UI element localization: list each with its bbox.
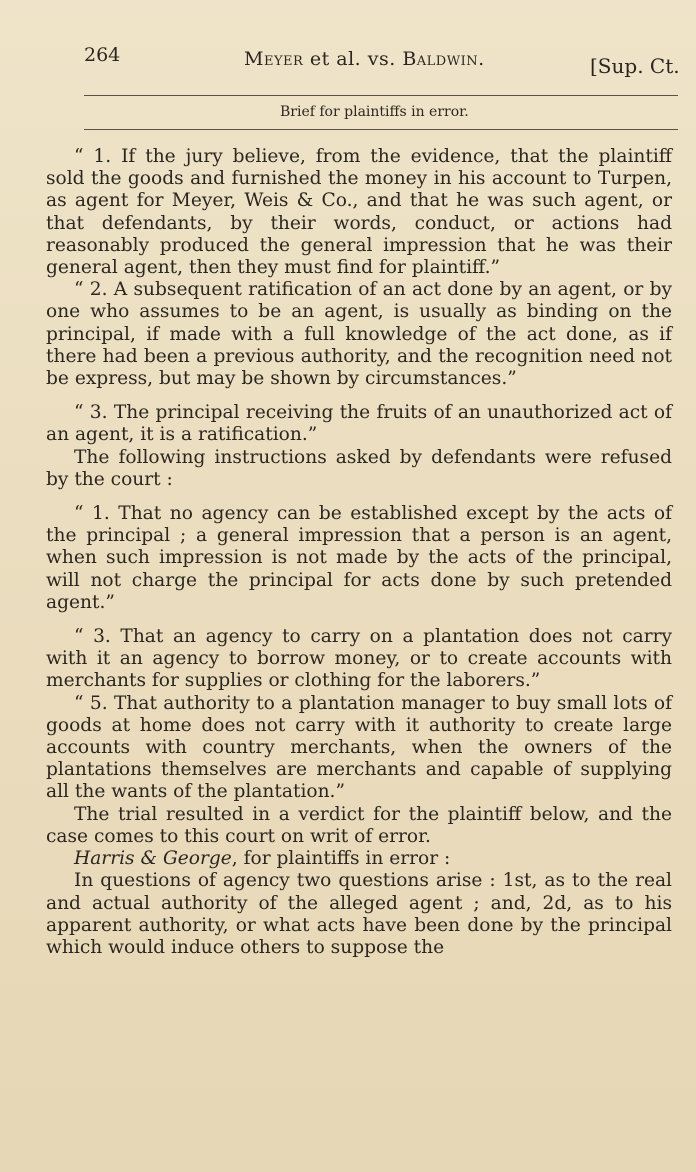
paragraph: “ 3. That an agency to carry on a plantation does not carry with it an agency to borrow money, or to create accounts with merchants for supplies or clothing for the laborers.” [46, 626, 672, 692]
page-number: 264 [84, 44, 121, 66]
paragraph: The trial resulted in a verdict for the plaintiff below, and the case comes to this court on writ of error. [46, 803, 672, 847]
body-text [46, 146, 672, 959]
paragraph: In questions of agency two questions arise : 1st, as to the real and actual authority of the alleged agent ; and, 2d, as to his apparent authority, or what acts have been done by the principal which would induce others to suppose the [46, 870, 672, 958]
running-title [244, 48, 485, 70]
paragraph: “ 1. That no agency can be established except by the acts of the principal ; a general impression that a person is an agent, when such impression is not made by the acts of the principal, will not charge the principal for acts done by such pretended agent.” [46, 503, 672, 613]
running-title-defendant: Baldwin. [402, 48, 485, 70]
page-header [84, 40, 684, 80]
running-title-plaintiff: Meyer [244, 48, 304, 70]
paragraph: “ 2. A subsequent ratification of an act done by an agent, or by one who assumes to be an agent, is usually as binding on the principal, if made with a full knowledge of the act done, as if there had been a previous authority, and the recognition need not be express, but may be shown by circumstances.” [46, 279, 672, 390]
section-subheader: Brief for plaintiffs in error. [280, 104, 469, 120]
paragraph: “ 3. The principal receiving the fruits of an unauthorized act of an agent, it is a ratification.” [46, 402, 672, 446]
counsel-names: Harris & George [74, 848, 232, 870]
paragraph: “ 1. If the jury believe, from the evidence, that the plaintiff sold the goods and furnished the money in his account to Turpen, as agent for Meyer, Weis & Co., and that he was such agent, or that defendants, by their words, conduct, or actions had reasonably produced the general impression that he was their general agent, then they must find for plaintiff.” [46, 146, 672, 279]
paragraph: “ 5. That authority to a plantation manager to buy small lots of goods at home does not carry with it authority to create large accounts with country merchants, when the owners of the plantations themselves are merchants and capable of supplying all the wants of the plantation.” [46, 692, 672, 803]
header-rule-bottom [84, 129, 678, 130]
header-rule-top [84, 95, 678, 96]
paragraph: The following instructions asked by defendants were refused by the court : [46, 446, 672, 490]
court-designation: [Sup. Ct. [590, 54, 680, 78]
counsel-role: , for plaintiffs in error : [231, 848, 451, 870]
counsel-line [46, 848, 672, 870]
running-title-middle: et al. vs. [303, 48, 403, 70]
